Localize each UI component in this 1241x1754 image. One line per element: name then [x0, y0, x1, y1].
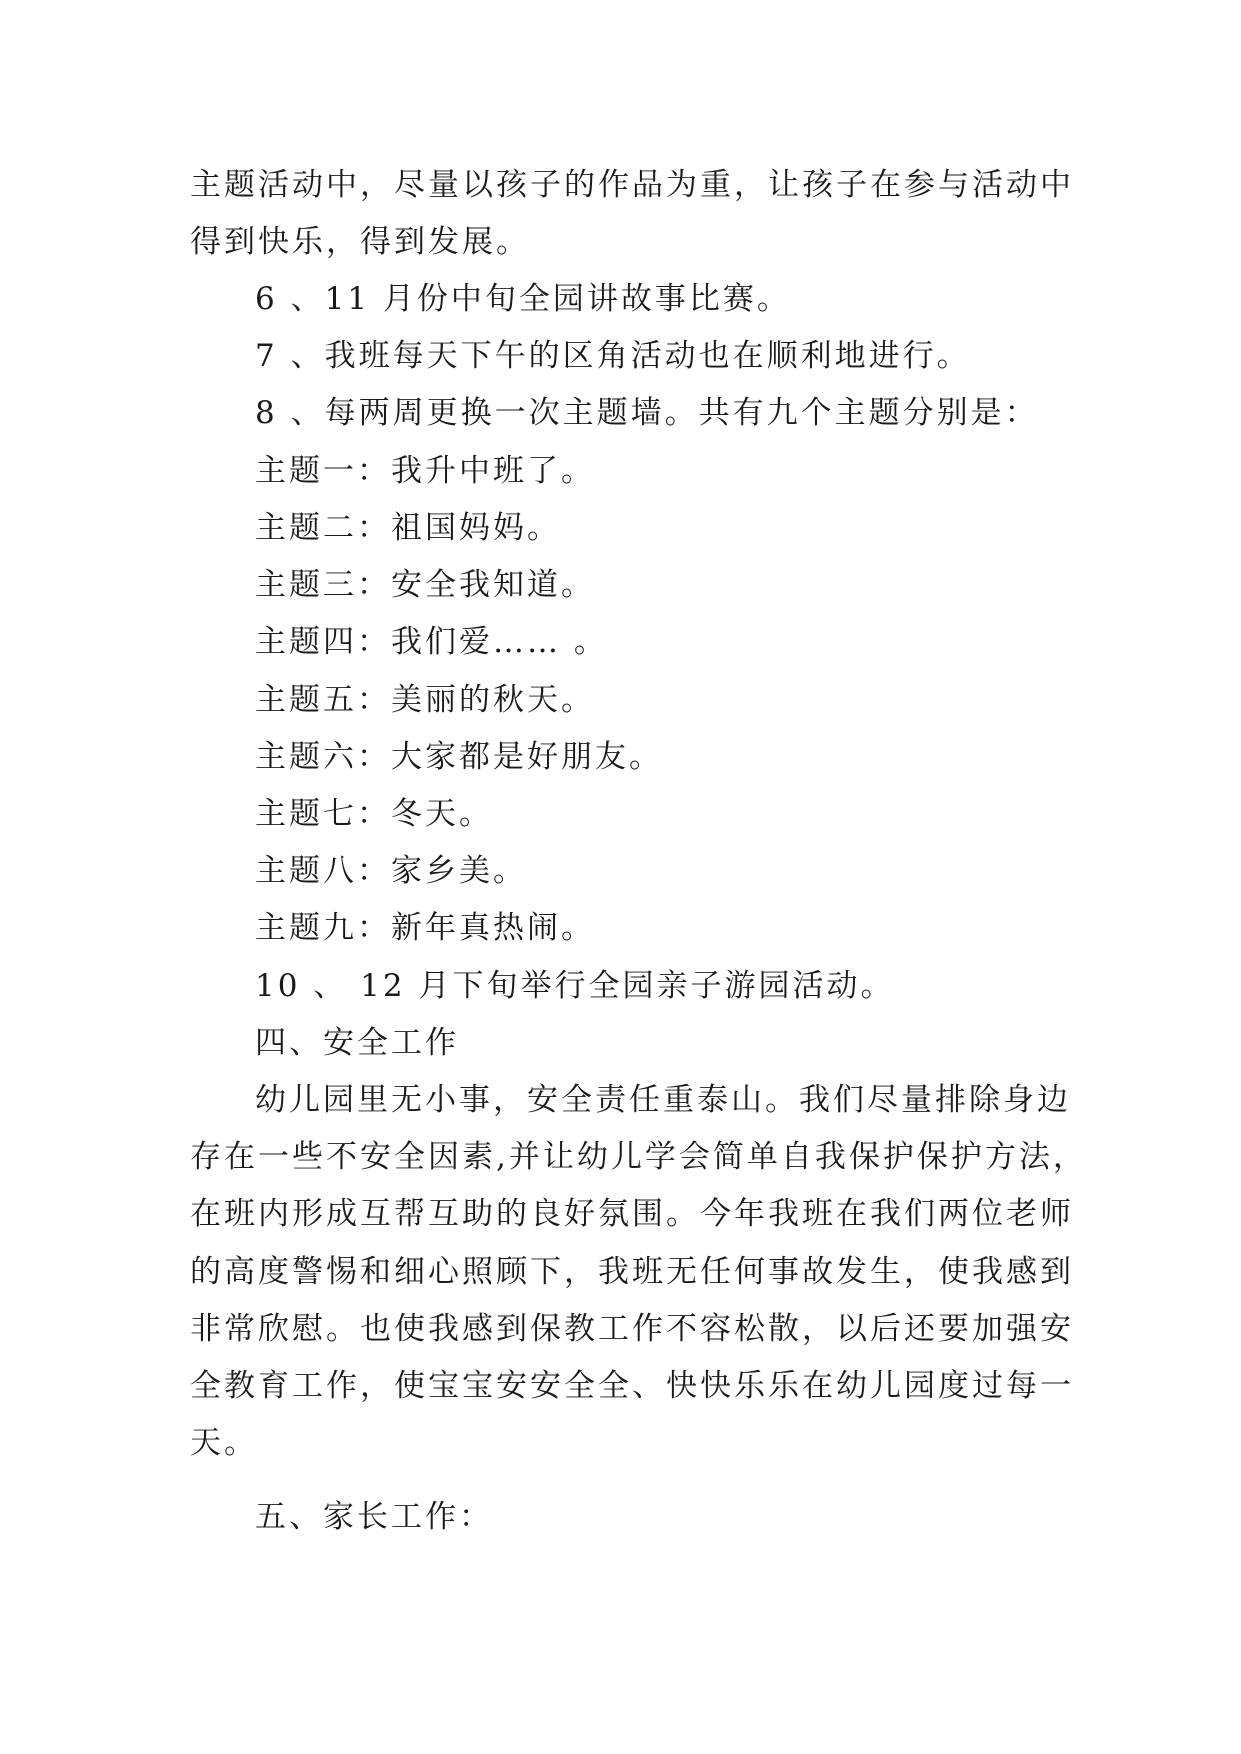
safety-line-3: 在班内形成互帮互助的良好氛围。今年我班在我们两位老师 [190, 1196, 1074, 1232]
intro-line-2: 得到快乐，得到发展。 [190, 224, 530, 260]
safety-line-2: 存在一些不安全因素,并让幼儿学会简单自我保护保护方法， [190, 1139, 1087, 1175]
theme-1: 主题一：我升中班了。 [255, 453, 595, 489]
theme-4: 主题四：我们爱…… 。 [255, 624, 608, 660]
theme-3: 主题三：安全我知道。 [255, 567, 595, 603]
theme-9: 主题九：新年真热闹。 [255, 910, 595, 946]
safety-line-6: 全教育工作，使宝宝安安全全、快快乐乐在幼儿园度过每一 [190, 1368, 1074, 1404]
theme-8: 主题八：家乡美。 [255, 853, 527, 889]
item-10: 10 、 12 月下旬举行全园亲子游园活动。 [255, 968, 895, 1004]
safety-line-4: 的高度警惕和细心照顾下，我班无任何事故发生，使我感到 [190, 1254, 1074, 1290]
item-6: 6 、11 月份中旬全园讲故事比赛。 [255, 281, 791, 317]
theme-2: 主题二：祖国妈妈。 [255, 510, 561, 546]
section-4-heading: 四、安全工作 [255, 1025, 459, 1061]
intro-line-1: 主题活动中，尽量以孩子的作品为重，让孩子在参与活动中 [190, 167, 1074, 203]
theme-6: 主题六：大家都是好朋友。 [255, 739, 663, 775]
section-5-heading: 五、家长工作： [255, 1499, 493, 1535]
safety-line-7: 天。 [190, 1425, 258, 1461]
theme-5: 主题五：美丽的秋天。 [255, 682, 595, 718]
theme-7: 主题七：冬天。 [255, 796, 493, 832]
item-7: 7 、我班每天下午的区角活动也在顺利地进行。 [255, 338, 971, 374]
safety-line-5: 非常欣慰。也使我感到保教工作不容松散，以后还要加强安 [190, 1311, 1074, 1347]
item-8: 8 、每两周更换一次主题墙。共有九个主题分别是： [255, 395, 1039, 431]
safety-line-1: 幼儿园里无小事，安全责任重泰山。我们尽量排除身边 [255, 1082, 1071, 1118]
